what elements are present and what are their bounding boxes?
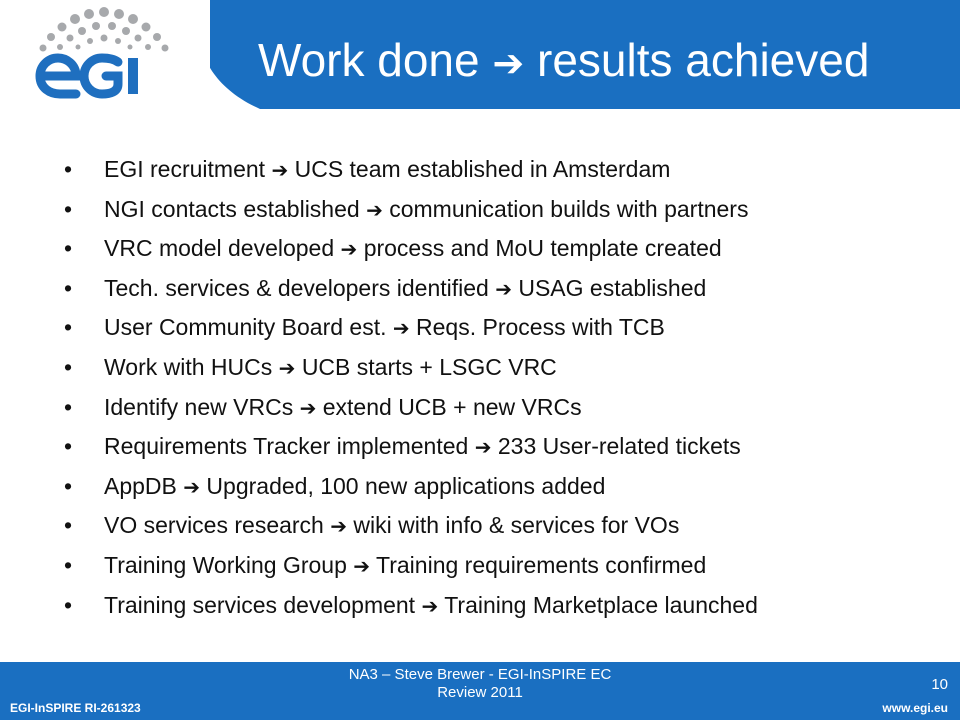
bullet-dot: • xyxy=(64,433,73,460)
bullet-left-text: VO services research xyxy=(104,512,324,539)
bullet-right-text: Training requirements confirmed xyxy=(376,551,707,578)
arrow-right-icon: ➔ xyxy=(474,435,492,460)
bullet-item xyxy=(64,350,758,390)
footer-presentation-info xyxy=(310,666,650,702)
bullet-item xyxy=(64,271,758,311)
bullet-item xyxy=(64,508,758,548)
bullet-left-text: VRC model developed xyxy=(104,235,335,262)
bullet-right-text: wiki with info & services for VOs xyxy=(353,512,680,539)
bullet-left-text: EGI recruitment xyxy=(104,156,266,182)
bullet-right-text: UCS team established in Amsterdam xyxy=(294,156,671,182)
arrow-right-icon: ➔ xyxy=(495,276,512,301)
bullet-left-text: NGI contacts established xyxy=(104,195,360,222)
bullet-dot: • xyxy=(64,472,73,499)
arrow-right-icon: ➔ xyxy=(392,316,410,341)
bullet-left-text: Identify new VRCs xyxy=(104,393,294,420)
footer-website: www.egi.eu xyxy=(882,701,948,715)
bullet-left-text: Training services development xyxy=(104,591,416,618)
bullet-left-text: Work with HUCs xyxy=(104,353,273,380)
bullet-right-text: communication builds with partners xyxy=(389,195,749,222)
arrow-right-icon: ➔ xyxy=(340,237,358,262)
bullet-item xyxy=(64,469,758,509)
footer-project-id: EGI-InSPIRE RI-261323 xyxy=(10,701,141,715)
bullet-dot: • xyxy=(64,591,73,618)
egi-logo-icon xyxy=(14,4,194,104)
bullet-right-text: process and MoU template created xyxy=(363,235,722,262)
arrow-right-icon: ➔ xyxy=(421,593,439,618)
bullet-item xyxy=(64,548,758,588)
arrow-right-icon: ➔ xyxy=(353,553,371,578)
arrow-right-icon: ➔ xyxy=(330,514,348,539)
bullet-left-text: AppDB xyxy=(104,472,177,499)
bullet-item xyxy=(64,310,758,350)
bullet-dot: • xyxy=(64,353,73,380)
bullet-dot: • xyxy=(64,156,73,182)
bullet-item xyxy=(64,152,758,192)
arrow-right-icon: ➔ xyxy=(366,197,383,222)
title-arrow-icon: ➔ xyxy=(492,41,525,85)
bullet-left-text: Requirements Tracker implemented xyxy=(104,433,469,460)
bullet-right-text: 233 User-related tickets xyxy=(497,433,741,460)
page-number: 10 xyxy=(931,676,948,693)
bullet-right-text: Reqs. Process with TCB xyxy=(416,314,665,341)
footer-center-line1: NA3 – Steve Brewer - EGI-InSPIRE EC xyxy=(348,666,612,683)
bullet-left-text: Training Working Group xyxy=(104,551,347,578)
bullet-dot: • xyxy=(64,551,73,578)
bullet-right-text: USAG established xyxy=(518,274,707,301)
bullet-left-text: Tech. services & developers identified xyxy=(104,274,489,301)
arrow-right-icon: ➔ xyxy=(278,355,296,380)
bullet-dot: • xyxy=(64,274,73,301)
bullet-item xyxy=(64,231,758,271)
bullet-right-text: Training Marketplace launched xyxy=(444,591,758,618)
bullet-dot: • xyxy=(64,512,73,539)
arrow-right-icon: ➔ xyxy=(183,474,201,499)
bullet-dot: • xyxy=(64,195,73,222)
slide-title xyxy=(258,30,869,93)
bullet-list xyxy=(64,152,758,627)
bullet-right-text: extend UCB + new VRCs xyxy=(322,393,582,420)
bullet-dot: • xyxy=(64,235,73,262)
footer-center-line2: Review 2011 xyxy=(437,684,523,701)
bullet-item xyxy=(64,429,758,469)
bullet-right-text: Upgraded, 100 new applications added xyxy=(206,472,606,499)
arrow-right-icon: ➔ xyxy=(271,158,289,182)
bullet-item xyxy=(64,390,758,430)
bullet-dot: • xyxy=(64,314,73,341)
bullet-right-text: UCB starts + LSGC VRC xyxy=(301,353,557,380)
title-part2: results achieved xyxy=(537,34,870,86)
bullet-left-text: User Community Board est. xyxy=(104,314,387,341)
arrow-right-icon: ➔ xyxy=(299,395,317,420)
bullet-item xyxy=(64,588,758,628)
bullet-dot: • xyxy=(64,393,73,420)
title-part1: Work done xyxy=(258,34,480,86)
bullet-item xyxy=(64,192,758,232)
